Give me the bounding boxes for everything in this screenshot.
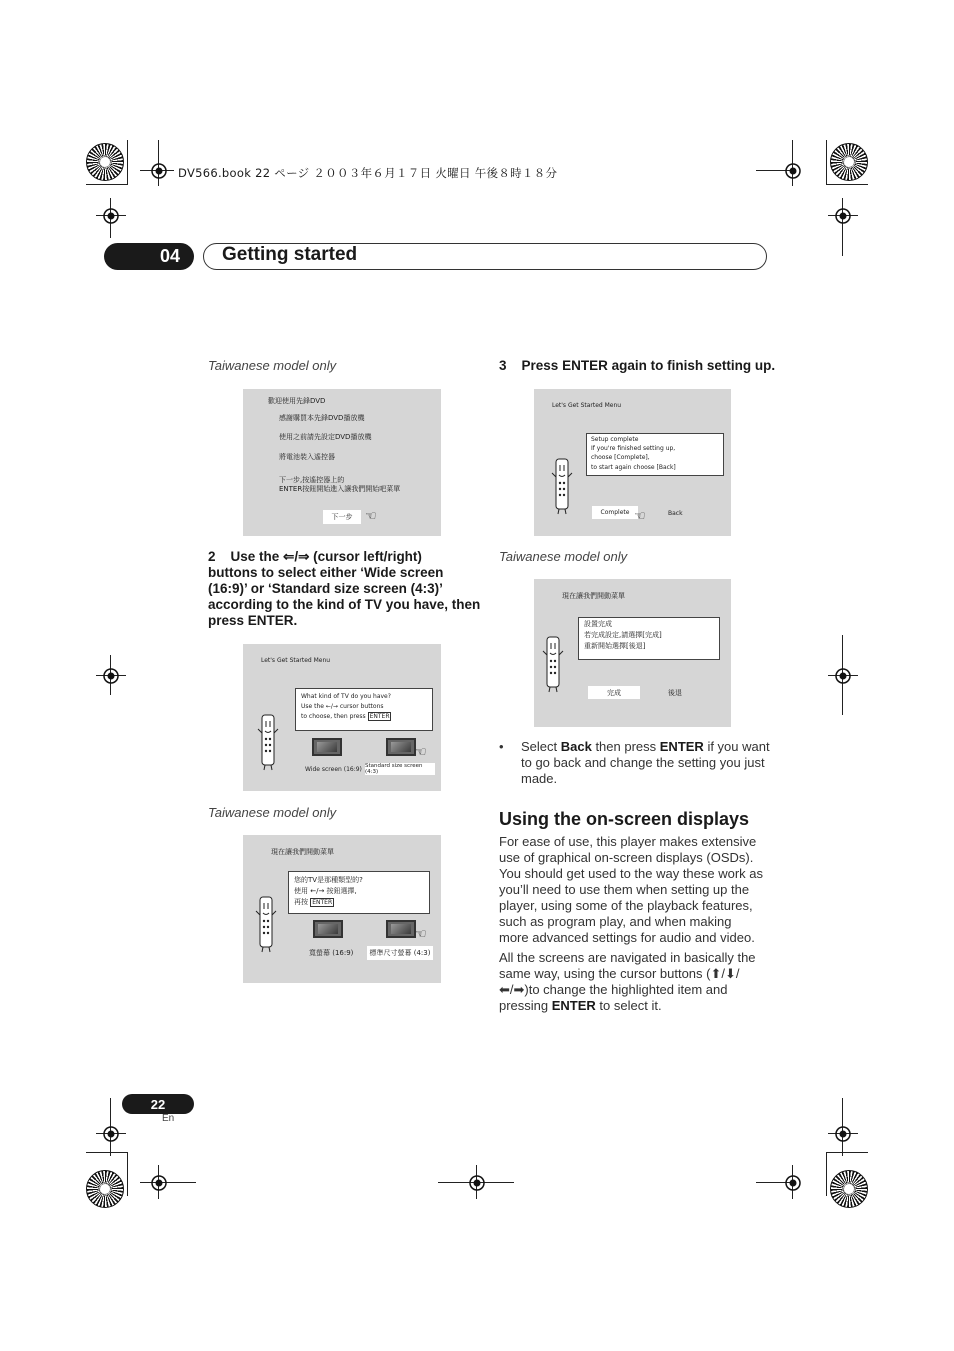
registration-burst-icon [830, 143, 868, 181]
screen-text: to start again choose [Back] [591, 464, 676, 471]
complete-button: Complete [592, 506, 638, 519]
registration-burst-icon [830, 1170, 868, 1208]
dialog-box [586, 433, 724, 476]
screen-text: choose [Complete], [591, 454, 650, 461]
step-2: 2 Use the ⇐/⇒ (cursor left/right) buttons to select either ‘Wide screen (16:9)’ or ‘Standard size screen (4:3)’ according to the kind of TV you have, then press ENTER. [208, 549, 481, 628]
screen-text: to choose, then press [301, 713, 366, 720]
caption-taiwanese-2: Taiwanese model only [208, 805, 337, 820]
language-code: En [162, 1113, 175, 1124]
screen-title: 現在讓我們開動菜單 [271, 848, 334, 856]
welcome-screen-zh [243, 389, 441, 536]
screen-text: Setup complete [591, 436, 639, 443]
pointing-hand-icon: ☜ [634, 509, 646, 524]
screen-text: 下一步,按遙控器上的 [279, 476, 345, 484]
paragraph-osd-intro: For ease of use, this player makes extensive use of graphical on-screen displays (OSDs). You should get used to the way these work as you’ll need to use them when setting up the player, using some of the playback features, such as program play, and when making more advanced settings for audio and video. [499, 834, 764, 945]
screen-text: 您的TV是那種類型的? [294, 876, 363, 884]
registration-cross-icon [466, 1172, 488, 1194]
caption-taiwanese-1: Taiwanese model only [208, 358, 337, 373]
setup-complete-screen-zh [534, 579, 731, 727]
file-info-line: DV566.book 22 ページ ２００３年６月１７日 火曜日 午後８時１８分 [178, 166, 558, 180]
screen-text: 再按 [294, 898, 308, 906]
back-option: 後退 [668, 689, 682, 697]
remote-mascot-icon [542, 635, 564, 693]
dialog-box [288, 871, 430, 914]
registration-burst-icon [86, 143, 124, 181]
screen-title: Let's Get Started Menu [261, 657, 331, 664]
registration-cross-icon [832, 1123, 854, 1145]
dialog-box [578, 617, 720, 660]
registration-cross-icon [148, 1172, 170, 1194]
remote-mascot-icon [255, 895, 277, 953]
registration-cross-icon [148, 160, 170, 182]
registration-cross-icon [782, 1172, 804, 1194]
standard-tv-icon [386, 920, 416, 938]
screen-title: Let's Get Started Menu [552, 402, 622, 409]
registration-cross-icon [100, 1123, 122, 1145]
back-option: Back [668, 510, 683, 517]
registration-cross-icon [832, 665, 854, 687]
wide-tv-icon [312, 738, 342, 756]
screen-text: 設置完成 [584, 620, 612, 628]
remote-mascot-icon [551, 457, 573, 515]
screen-text: 歡迎使用先鋒DVD [268, 397, 326, 405]
chapter-number: 04 [104, 243, 194, 270]
complete-button: 完成 [588, 686, 640, 699]
option-wide-screen: Wide screen (16:9) [305, 766, 362, 773]
option-standard-screen: Standard size screen (4:3) [365, 763, 435, 775]
pointing-hand-icon: ☜ [415, 745, 427, 760]
screen-text: 重新開始選擇[後退] [584, 642, 646, 650]
screen-title: 現在讓我們開動菜單 [562, 592, 625, 600]
screen-text: 使用 ←/→ 按鈕選擇, [294, 887, 357, 895]
registration-cross-icon [832, 205, 854, 227]
chapter-title: Getting started [222, 244, 358, 265]
next-button: 下一步 [323, 510, 361, 524]
caption-taiwanese-3: Taiwanese model only [499, 549, 628, 564]
registration-cross-icon [100, 205, 122, 227]
dialog-box [295, 688, 433, 731]
page-number: 22 [122, 1094, 194, 1114]
bullet-icon: • [499, 739, 504, 754]
tv-type-screen [243, 644, 441, 791]
option-standard-screen: 標準尺寸螢幕 (4:3) [367, 946, 433, 960]
screen-text: 使用之前請先設定DVD播放機 [279, 433, 372, 441]
remote-mascot-icon [257, 713, 279, 771]
enter-key-icon: ENTER [369, 713, 390, 720]
screen-text: ENTER按鈕開始進入讓我們開始吧菜單 [279, 485, 401, 493]
step-3: 3 Press ENTER again to finish setting up. [499, 358, 776, 373]
enter-key-icon: ENTER [312, 899, 333, 906]
tv-type-screen-zh [243, 835, 441, 983]
option-wide-screen: 寬螢幕 (16:9) [309, 949, 354, 957]
standard-tv-icon [386, 738, 416, 756]
bullet-select-back: • Select Back then press ENTER if you want to go back and change the setting you just made. [499, 739, 770, 786]
screen-text: 若完成設定,請選擇[完成] [584, 631, 662, 639]
paragraph-osd-navigation: All the screens are navigated in basically the same way, using the cursor buttons (⬆/⬇/ ⬅/➡)to change the highlighted item and pressing ENTER to select it. [499, 950, 756, 1013]
screen-text: 感謝購買本先鋒DVD播放機 [279, 414, 365, 422]
registration-burst-icon [86, 1170, 124, 1208]
section-heading: Using the on-screen displays [499, 809, 750, 829]
pointing-hand-icon: ☜ [415, 927, 427, 942]
registration-cross-icon [100, 665, 122, 687]
screen-text: If you're finished setting up, [591, 445, 676, 452]
screen-text: What kind of TV do you have? [301, 693, 391, 700]
registration-cross-icon [782, 160, 804, 182]
wide-tv-icon [313, 920, 343, 938]
screen-text: 將電池裝入遙控器 [279, 453, 335, 461]
pointing-hand-icon: ☜ [365, 509, 377, 524]
screen-text: Use the ←/→ cursor buttons [301, 703, 384, 710]
setup-complete-screen [534, 389, 731, 536]
